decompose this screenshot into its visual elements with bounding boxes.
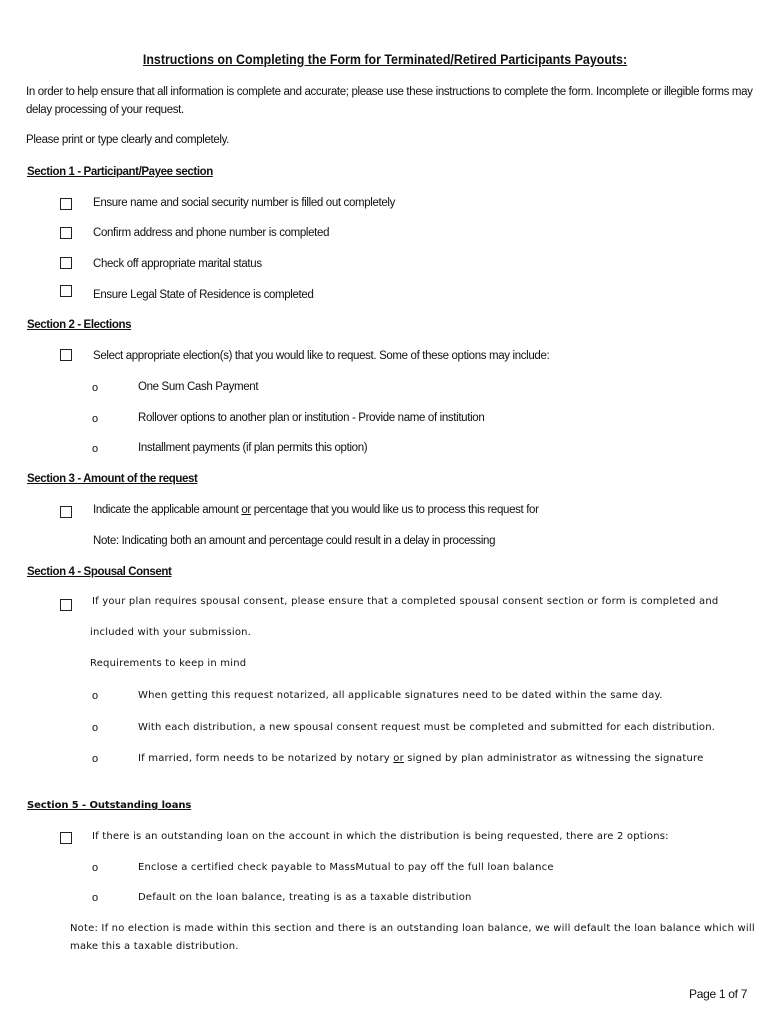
intro-text-line-1: In order to help ensure that all information is complete and accurate; please use these instructions to complete the form. Incomplete or illegible forms may	[26, 86, 753, 98]
section-5-heading: Section 5 - Outstanding loans	[27, 800, 192, 811]
bullet-marker: o	[92, 413, 99, 425]
section-4-bullet-2: With each distribution, a new spousal consent request must be completed and submitted for each distribution.	[138, 722, 716, 733]
section-1-item-4: Ensure Legal State of Residence is completed	[93, 289, 314, 301]
section-1-checkbox-2[interactable]	[60, 227, 72, 239]
bullet-marker: o	[92, 690, 99, 702]
section-1-checkbox-3[interactable]	[60, 257, 72, 269]
section-5-note-line-1: Note: If no election is made within this section and there is an outstanding loan balance, we will default the loan balance which will	[70, 923, 755, 934]
section-5-note-line-2: make this a taxable distribution.	[70, 941, 239, 952]
section-3-heading: Section 3 - Amount of the request	[27, 473, 198, 485]
section-1-item-1: Ensure name and social security number is filled out completely	[93, 197, 396, 209]
section-3-note: Note: Indicating both an amount and percentage could result in a delay in processing	[93, 535, 496, 547]
bullet-marker: o	[92, 722, 99, 734]
section-1-checkbox-4[interactable]	[60, 285, 72, 297]
print-instruction: Please print or type clearly and completely.	[26, 134, 229, 146]
bullet-marker: o	[92, 753, 99, 765]
section-4-requirements-label: Requirements to keep in mind	[90, 658, 247, 669]
section-4-checkbox[interactable]	[60, 599, 72, 611]
section-4-item-line-2: included with your submission.	[90, 627, 252, 638]
section-2-heading: Section 2 - Elections	[27, 319, 132, 331]
section-2-option-3: Installment payments (if plan permits this option)	[138, 442, 368, 454]
section-5-checkbox[interactable]	[60, 832, 72, 844]
section-4-heading: Section 4 - Spousal Consent	[27, 566, 172, 578]
section-2-checkbox[interactable]	[60, 349, 72, 361]
bullet-marker: o	[92, 382, 99, 394]
section-3-checkbox[interactable]	[60, 506, 72, 518]
section-2-option-1: One Sum Cash Payment	[138, 381, 259, 393]
bullet-marker: o	[92, 443, 99, 455]
section-1-item-3: Check off appropriate marital status	[93, 258, 262, 270]
section-4-item-line-1: If your plan requires spousal consent, please ensure that a completed spousal consent section or form is completed and	[92, 596, 719, 607]
section-1-item-2: Confirm address and phone number is completed	[93, 227, 330, 239]
section-4-bullet-3: If married, form needs to be notarized by notary or signed by plan administrator as witnessing the signature	[138, 753, 704, 764]
section-1-checkbox-1[interactable]	[60, 198, 72, 210]
section-5-bullet-2: Default on the loan balance, treating is as a taxable distribution	[138, 892, 472, 903]
bullet-marker: o	[92, 892, 99, 904]
section-4-bullet-1: When getting this request notarized, all applicable signatures need to be dated within the same day.	[138, 690, 663, 701]
section-2-item: Select appropriate election(s) that you would like to request. Some of these options may include:	[93, 350, 550, 362]
section-2-option-2: Rollover options to another plan or institution - Provide name of institution	[138, 412, 485, 424]
page-title: Instructions on Completing the Form for Terminated/Retired Participants Payouts:	[142, 52, 628, 67]
bullet-marker: o	[92, 862, 99, 874]
page-number: Page 1 of 7	[689, 987, 748, 1001]
section-3-item: Indicate the applicable amount or percentage that you would like us to process this request for	[93, 504, 539, 516]
section-5-item: If there is an outstanding loan on the account in which the distribution is being requested, there are 2 options:	[92, 831, 669, 842]
section-5-bullet-1: Enclose a certified check payable to MassMutual to pay off the full loan balance	[138, 862, 554, 873]
intro-text-line-2: delay processing of your request.	[26, 104, 184, 116]
section-1-heading: Section 1 - Participant/Payee section	[27, 166, 213, 178]
